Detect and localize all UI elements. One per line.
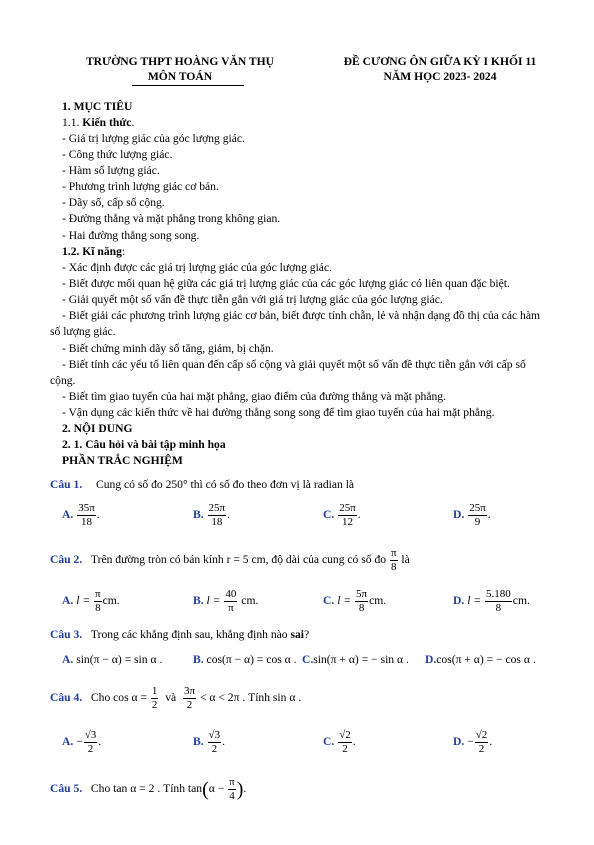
q1-option-a: A. $\frac{35\pi}{18}$ .	[62, 502, 100, 528]
knowledge-item: - Đường thẳng và mặt phẳng trong không gian.	[62, 212, 281, 225]
section-1-heading: 1. MỤC TIÊU	[62, 100, 133, 113]
school-year: NĂM HỌC 2023- 2024	[383, 70, 497, 83]
q3-option-a: A. sin(π − α) = sin α .	[62, 653, 163, 666]
skill-item: - Vận dụng các kiến thức về hai đường thẳng song song để tìm giao tuyến của hai mặt phẳng.	[62, 406, 495, 419]
skill-item: - Biết chứng minh dãy số tăng, giảm, bị chặn.	[62, 342, 274, 355]
knowledge-item: - Công thức lượng giác.	[62, 148, 173, 161]
knowledge-item: - Phương trình lượng giác cơ bản.	[62, 180, 219, 193]
question-2-text: Trên đường tròn có bán kính r = 5 cm, độ dài của cung có số đo	[90, 553, 387, 567]
knowledge-item: - Dãy số, cấp số cộng.	[62, 196, 165, 209]
knowledge-item: - Hai đường thẳng song song.	[62, 229, 200, 242]
question-1-label: Câu 1.	[50, 478, 83, 491]
skill-item: - Biết được mối quan hệ giữa các giá trị lượng giác của các góc lượng giác có liên quan đặc biệt.	[62, 277, 510, 290]
question-3-row: Câu 3. Trong các khẳng định sau, khẳng định nào sai?	[50, 628, 310, 641]
skill-item: - Giải quyết một số vấn đề thực tiễn gắn với giá trị lượng giác của góc lượng giác.	[62, 293, 443, 306]
q3-option-b: B. cos(π − α) = cos α .	[193, 653, 297, 666]
question-2-label: Câu 2.	[50, 553, 83, 567]
q3-option-d: D.cos(π + α) = − cos α .	[425, 653, 536, 666]
skills-heading: 1.2. Kĩ năng:	[62, 245, 126, 258]
q3-option-c: C.sin(π + α) = − sin α .	[302, 653, 409, 666]
question-2-row: Câu 2. Trên đường tròn có bán kính r = 5 cm, độ dài của cung có số đo $\frac{\pi}{8}$ là	[50, 547, 410, 573]
q2-option-b: B. l = $\frac{40}{\pi}$ cm.	[193, 588, 259, 614]
question-4-label: Câu 4.	[50, 691, 83, 705]
q2-option-c: C. l = $\frac{5\pi}{8}$ cm.	[323, 588, 387, 614]
question-1-text: Cung có số đo 250° thì có số đo theo đơn vị là radian là	[96, 478, 355, 491]
question-3-label: Câu 3.	[50, 628, 83, 641]
subject-underline	[132, 85, 244, 86]
knowledge-heading: 1.1. Kiến thức.	[62, 116, 135, 129]
skill-item: - Xác định được các giá trị lượng giác của góc lượng giác.	[62, 261, 332, 274]
q2-option-d: D. l = $\frac{5.180}{8}$ cm.	[453, 588, 530, 614]
skill-item: - Biết giải các phương trình lượng giác cơ bản, biết được tính chẵn, lẻ và nhận dạng đồ thị của các hàm	[62, 309, 540, 322]
skill-item: - Biết tính các yếu tố liên quan đến cấp số cộng và giải quyết một số vấn đề thực tiễn gắn với cấp số	[62, 358, 526, 371]
q1-option-c: C. $\frac{25\pi}{12}$ .	[323, 502, 361, 528]
question-4-row: Câu 4. Cho cos α = $\frac{1}{2}$ và $\frac{3\pi}{2}$ < α < 2π . Tính sin α .	[50, 685, 302, 711]
multiple-choice-heading: PHẦN TRẮC NGHIỆM	[62, 454, 183, 467]
school-name: TRƯỜNG THPT HOÀNG VĂN THỤ	[85, 55, 275, 68]
skill-item-continuation: số lượng giác.	[50, 325, 116, 338]
knowledge-item: - Hàm số lượng giác.	[62, 164, 160, 177]
q4-option-b: B. $\frac{√3}{2}$ .	[193, 729, 225, 755]
skill-item: - Biết tìm giao tuyến của hai mặt phẳng, giao điểm của đường thẳng và mặt phẳng.	[62, 390, 446, 403]
q1-option-b: B. $\frac{25\pi}{18}$ .	[193, 502, 231, 528]
knowledge-item: - Giá trị lượng giác của góc lượng giác.	[62, 132, 245, 145]
q4-option-c: C. $\frac{√2}{2}$ .	[323, 729, 356, 755]
skill-item-continuation: cộng.	[50, 374, 76, 387]
subject-name: MÔN TOÁN	[147, 70, 213, 83]
section-2-heading: 2. NỘI DUNG	[62, 422, 133, 435]
q2-option-a: A. l = $\frac{\pi}{8}$ cm.	[62, 588, 120, 614]
section-2-subheading: 2. 1. Câu hỏi và bài tập minh họa	[62, 438, 226, 451]
q4-option-a: A. − $\frac{√3}{2}$ .	[62, 729, 102, 755]
question-5-label: Câu 5.	[50, 782, 83, 796]
q4-option-d: D. − $\frac{√2}{2}$ .	[453, 729, 493, 755]
q1-option-d: D. $\frac{25\pi}{9}$ .	[453, 502, 491, 528]
question-5-row: Câu 5. Cho tan α = 2 . Tính tan(α − $\frac{\pi}{4}$ ).	[50, 776, 247, 802]
document-title: ĐỀ CƯƠNG ÔN GIỮA KỲ I KHỐI 11	[343, 55, 537, 68]
